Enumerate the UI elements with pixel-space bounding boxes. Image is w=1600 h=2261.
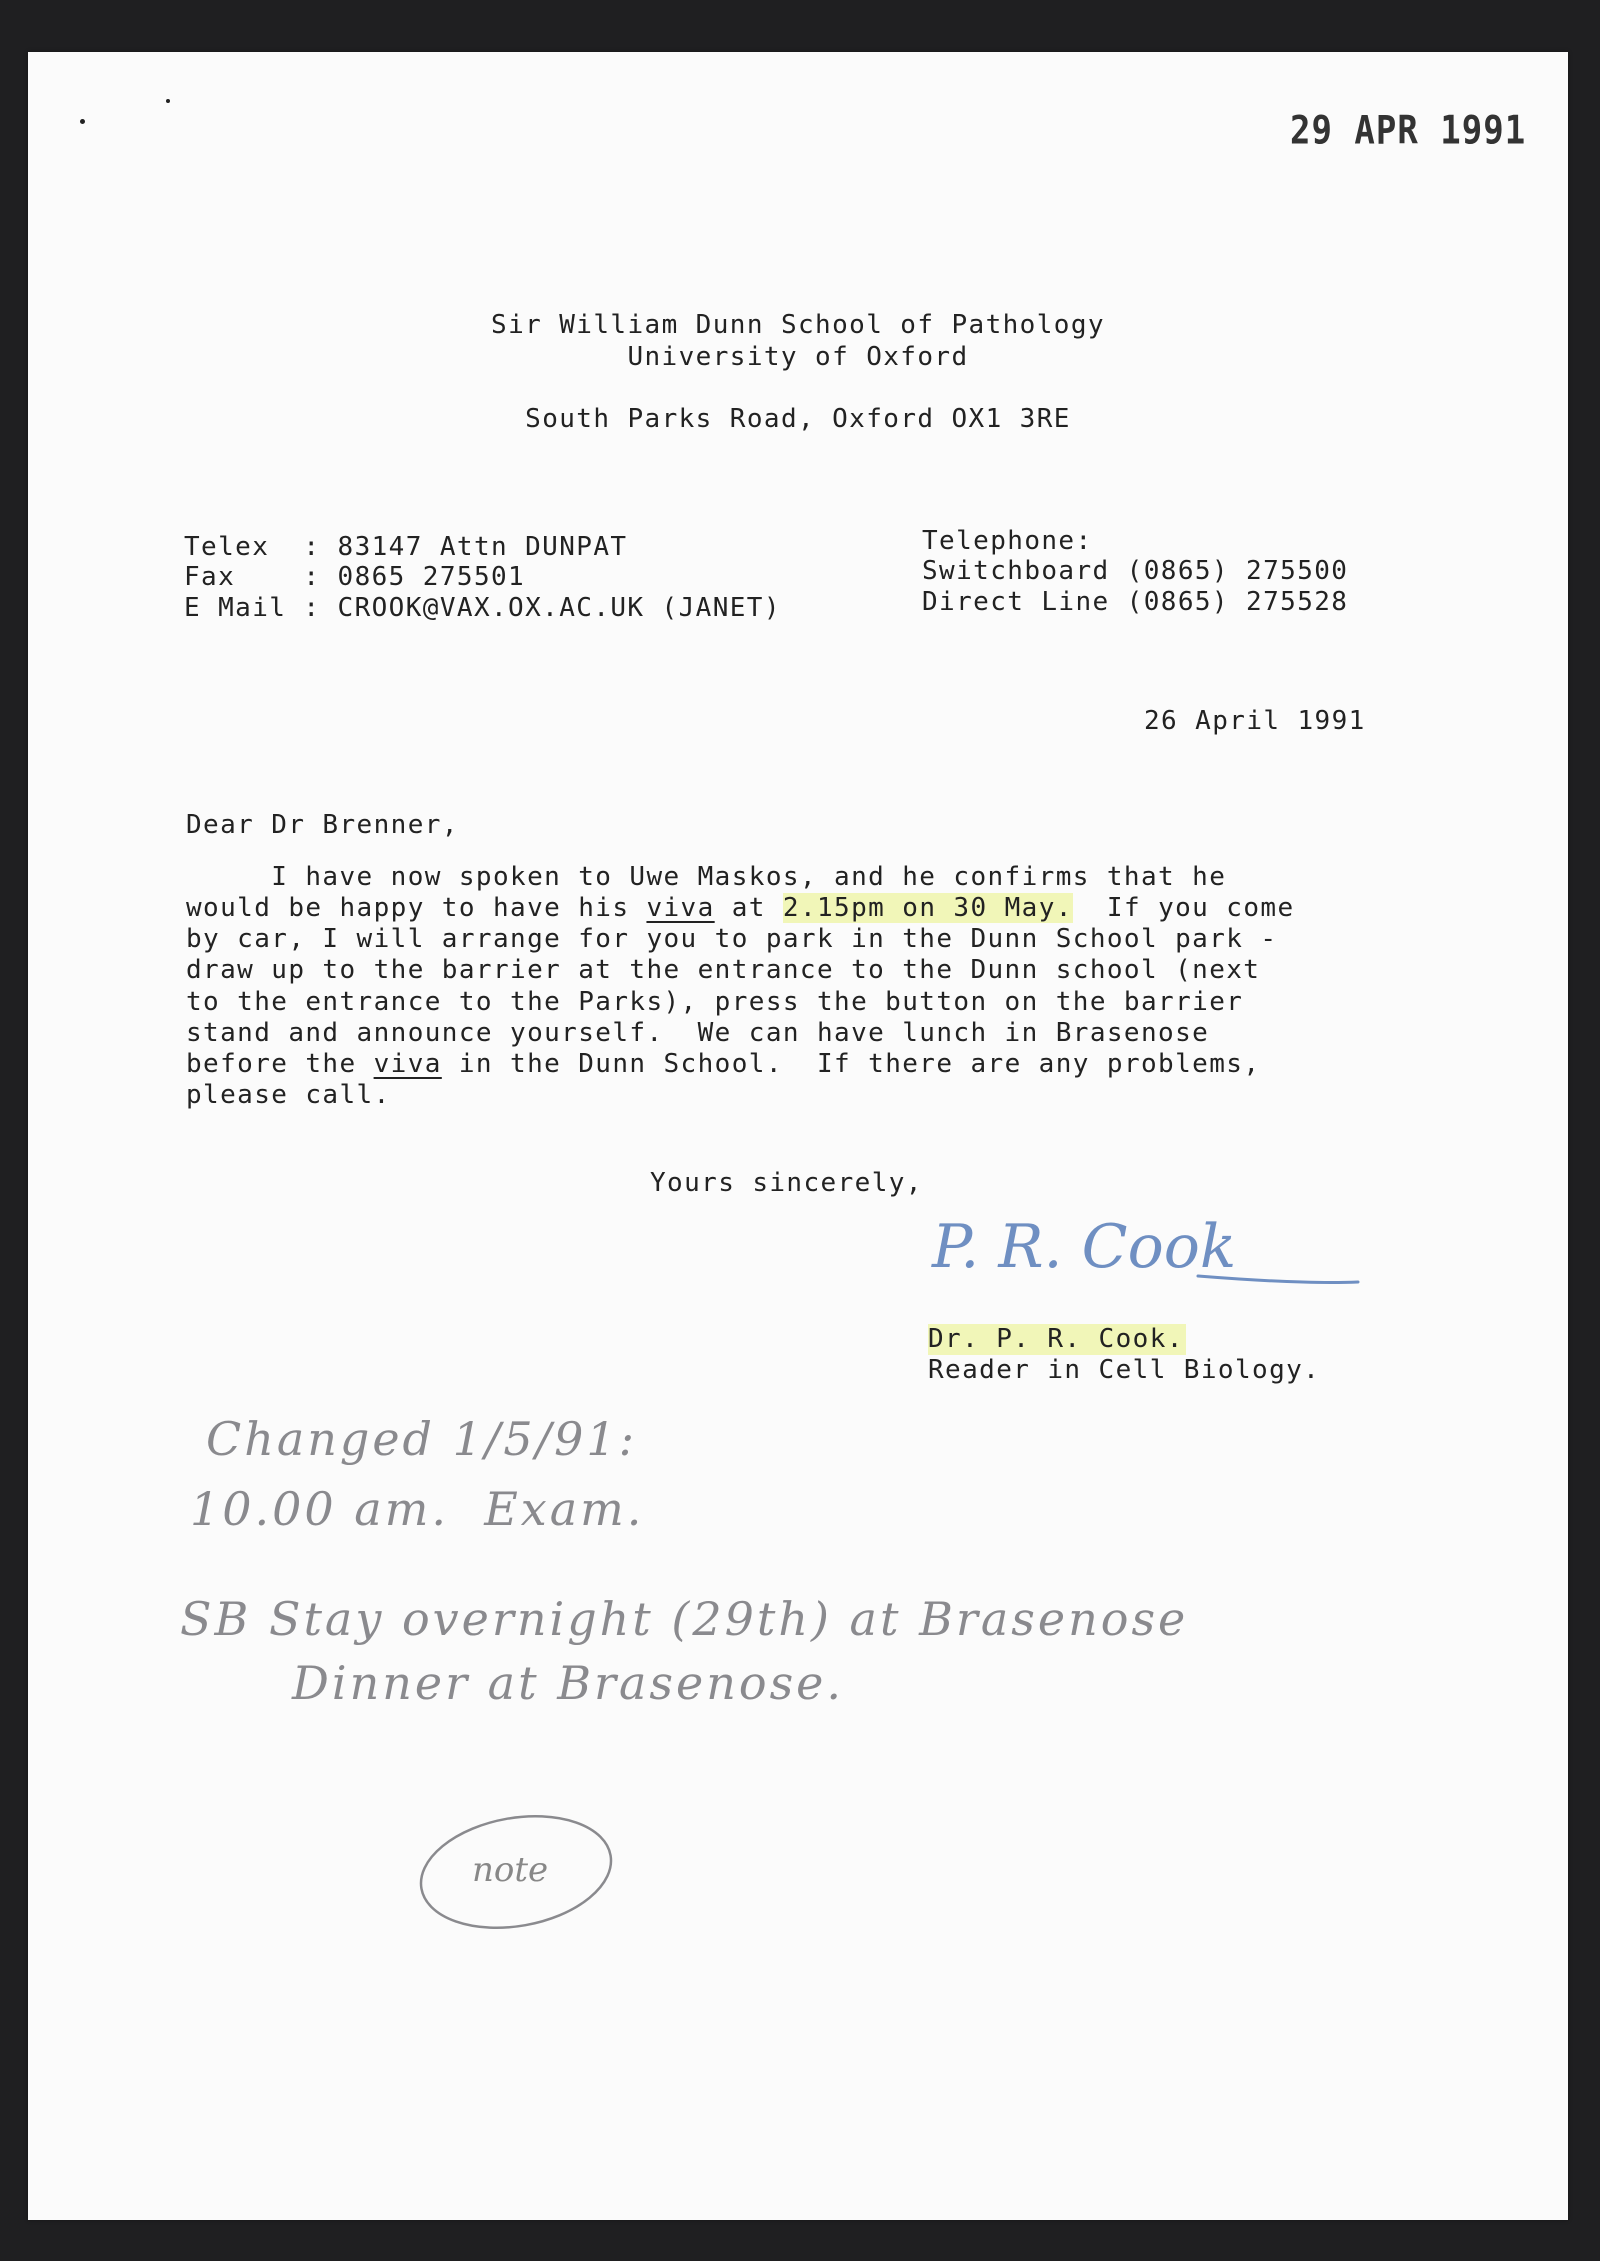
closing: Yours sincerely, [650,1168,923,1198]
contact-separator: : [303,562,321,592]
viva-underlined: viva [373,1049,442,1079]
letter-page [28,52,1568,2220]
contact-row-fax [184,562,525,593]
contact-label: Fax [184,562,287,592]
body-line [186,1049,1260,1080]
letterhead-institution: Sir William Dunn School of Pathology [491,310,1105,340]
direct-line-row [922,587,1348,618]
handwritten-note-line: Changed 1/5/91: [206,1412,638,1466]
contact-row-email [184,593,781,624]
body-line: draw up to the barrier at the entrance to the Dunn school (next [186,955,1261,985]
received-date-stamp: 29 APR 1991 [1290,108,1527,154]
switchboard-label: Switchboard [922,556,1110,586]
signer-name: Dr. P. R. Cook. [928,1324,1184,1354]
direct-line-number: (0865) 275528 [1126,587,1349,617]
handwritten-note-line: 10.00 am. Exam. [190,1482,645,1536]
body-text: would be happy to have his [186,893,647,923]
direct-line-label: Direct Line [922,587,1110,617]
contact-label: E Mail [184,593,287,623]
circled-note [408,1808,628,1938]
body-line: to the entrance to the Parks), press the button on the barrier [186,987,1244,1017]
contact-value: 83147 Attn DUNPAT [337,532,628,562]
body-text: before the [186,1049,374,1079]
letterhead-address: South Parks Road, Oxford OX1 3RE [525,404,1071,434]
signer-title: Reader in Cell Biology. [928,1355,1321,1385]
body-line: I have now spoken to Uwe Maskos, and he confirms that he [186,862,1227,892]
body-text: in the Dunn School. If there are any problems, [441,1049,1261,1079]
handwritten-signature [928,1202,1368,1322]
viva-time-highlight: 2.15pm on 30 May. [782,893,1073,923]
body-line: stand and announce yourself. We can have lunch in Brasenose [186,1018,1210,1048]
letterhead-university: University of Oxford [627,342,969,372]
contact-separator: : [303,593,321,623]
contact-value: CROOK@VAX.OX.AC.UK (JANET) [337,593,781,623]
viva-underlined: viva [646,893,715,923]
salutation: Dear Dr Brenner, [186,810,459,840]
signature-flourish [928,1202,1368,1322]
body-line: please call. [186,1080,391,1110]
handwritten-note-line: SB Stay overnight (29th) at Brasenose [180,1592,1189,1646]
contact-value: 0865 275501 [337,562,526,592]
contact-row-telex [184,532,627,563]
speck-mark [166,99,170,103]
note-text: note [472,1850,549,1890]
body-line [186,893,1295,924]
body-text: If you come [1072,893,1295,923]
telephone-heading: Telephone: [922,526,1093,556]
contact-label: Telex [184,532,287,562]
handwritten-note-line: Dinner at Brasenose. [292,1656,845,1710]
switchboard-row [922,556,1348,587]
letter-date: 26 April 1991 [1144,706,1366,736]
signature-text: P. R. Cook [932,1212,1237,1282]
switchboard-number: (0865) 275500 [1126,556,1349,586]
speck-mark [80,119,85,124]
body-line: by car, I will arrange for you to park in the Dunn School park - [186,924,1278,954]
contact-separator: : [303,532,321,562]
body-text: at [714,893,783,923]
